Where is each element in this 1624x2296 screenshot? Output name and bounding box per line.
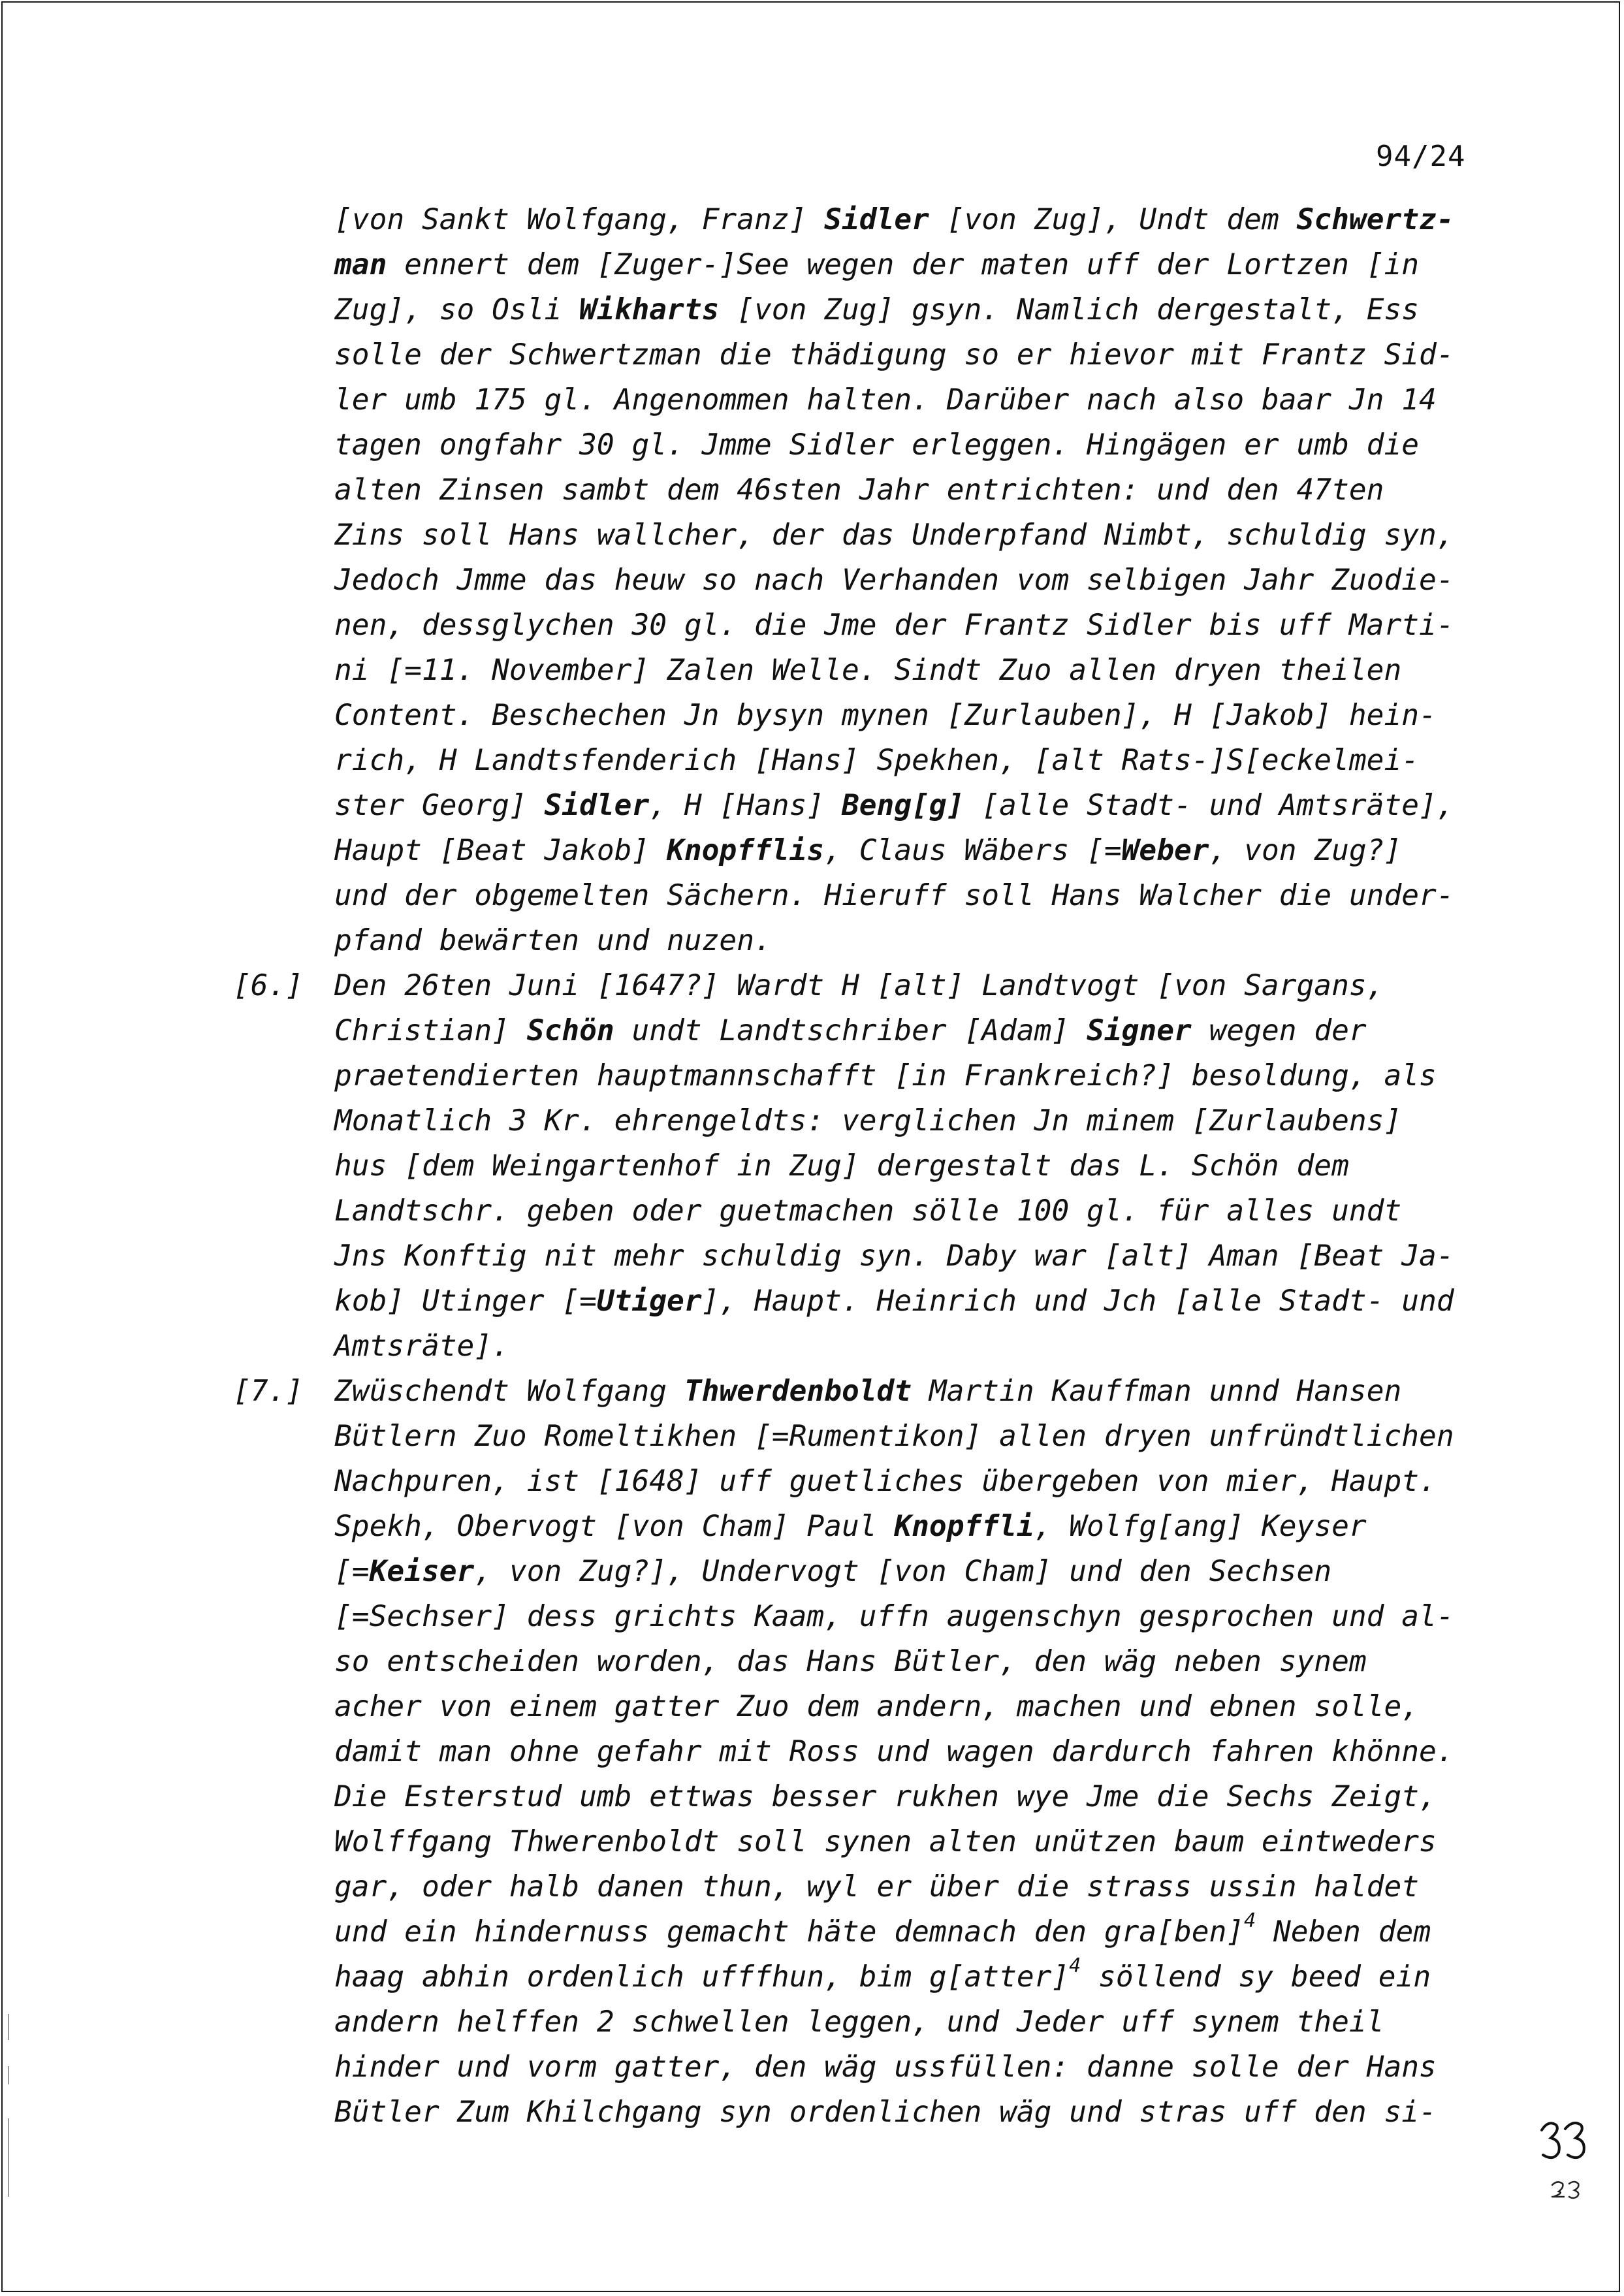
text-segment: ni [=11. November] Zalen Welle. Sindt Zuo allen dryen theilen <box>334 654 1402 687</box>
text-line <box>0 2045 1624 2090</box>
text-segment: Spekh, Obervogt [von Cham] Paul <box>334 1510 895 1543</box>
text-segment: undt Landtschriber [Adam] <box>614 1014 1087 1047</box>
text-line <box>0 873 1624 918</box>
line-text <box>334 1819 1437 1864</box>
text-segment: gar, oder halb danen thun, wyl er über die strass ussin haldet <box>334 1870 1420 1904</box>
text-line <box>0 1774 1624 1819</box>
text-segment: Monatlich 3 Kr. ehrengeldts: verglichen Jn minem [Zurlaubens] <box>334 1104 1402 1138</box>
text-segment: , Wolfg[ang] Keyser <box>1034 1510 1367 1543</box>
text-line <box>0 197 1624 242</box>
line-text <box>334 423 1419 468</box>
name-highlight: Signer <box>1087 1014 1192 1047</box>
text-line <box>0 783 1624 828</box>
line-text <box>334 287 1419 332</box>
text-line <box>0 1549 1624 1594</box>
text-segment: Den 26ten Juni [1647?] Wardt H [alt] Landtvogt [von Sargans, <box>334 969 1384 1002</box>
line-text <box>334 332 1454 377</box>
text-line <box>0 1098 1624 1143</box>
text-segment: damit man ohne gefahr mit Ross und wagen dardurch fahren khönne. <box>334 1735 1454 1768</box>
line-text <box>334 648 1401 693</box>
entry-number: [6.] <box>233 969 304 1002</box>
text-line <box>0 287 1624 332</box>
line-text <box>334 2045 1437 2090</box>
text-segment: haag abhin ordenlich ufffhun, bim g[atter] <box>334 1960 1070 1994</box>
text-segment: solle der Schwertzman die thädigung so er hievor mit Frantz Sid- <box>334 338 1454 372</box>
text-line <box>0 1594 1624 1639</box>
name-highlight: Schwertz- <box>1296 203 1454 236</box>
text-segment: Haupt [Beat Jakob] <box>334 834 667 867</box>
text-segment: Zins soll Hans wallcher, der das Underpfand Nimbt, schuldig syn, <box>334 518 1454 552</box>
name-highlight: Utiger <box>596 1284 702 1318</box>
text-line <box>0 332 1624 377</box>
text-segment: hus [dem Weingartenhof in Zug] dergestalt das L. Schön dem <box>334 1149 1349 1183</box>
text-segment: , von Zug?], Undervogt [von Cham] und den Sechsen <box>474 1555 1332 1588</box>
text-line <box>0 1188 1624 1234</box>
footnote-marker: 4 <box>1244 1909 1256 1933</box>
line-text <box>334 918 772 963</box>
text-line <box>0 1459 1624 1504</box>
text-segment: rich, H Landtsfenderich [Hans] Spekhen, [alt Rats-]S[eckelmei- <box>334 744 1420 777</box>
line-text <box>334 738 1419 783</box>
text-segment: Die Esterstud umb ettwas besser rukhen wye Jme die Sechs Zeigt, <box>334 1780 1437 1813</box>
line-text <box>334 1053 1437 1098</box>
text-segment: Zug], so Osli <box>334 293 580 327</box>
text-segment: [von Zug], Undt dem <box>929 203 1297 236</box>
text-line <box>0 1143 1624 1188</box>
text-line <box>0 1864 1624 1909</box>
line-text <box>334 1549 1331 1594</box>
text-segment: , Claus Wäbers [= <box>824 834 1122 867</box>
text-segment: Neben dem <box>1256 1915 1431 1949</box>
text-segment: Bütlern Zuo Romeltikhen [=Rumentikon] allen dryen unfründtlichen <box>334 1420 1454 1453</box>
line-text <box>334 1188 1401 1234</box>
name-highlight: Sidler <box>824 203 929 236</box>
line-text <box>334 828 1401 873</box>
line-text <box>334 377 1437 423</box>
text-segment: alten Zinsen sambt dem 46sten Jahr entrichten: und den 47ten <box>334 473 1384 507</box>
line-text <box>334 1909 1431 1954</box>
text-line <box>0 2000 1624 2045</box>
text-segment: Zwüschendt Wolfgang <box>334 1375 684 1408</box>
text-segment: tagen ongfahr 30 gl. Jmme Sidler erleggen. Hingägen er umb die <box>334 428 1420 462</box>
text-segment: pfand bewärten und nuzen. <box>334 924 772 957</box>
line-text <box>334 242 1419 287</box>
text-segment: ], Haupt. Heinrich und Jch [alle Stadt- und <box>701 1284 1454 1318</box>
text-segment: hinder und vorm gatter, den wäg ussfüllen: danne solle der Hans <box>334 2050 1437 2084</box>
text-line <box>0 918 1624 963</box>
text-line <box>0 468 1624 513</box>
text-segment: [von Zug] gsyn. Namlich dergestalt, Ess <box>719 293 1420 327</box>
name-highlight: Wikharts <box>579 293 720 327</box>
text-line <box>0 1684 1624 1729</box>
line-text <box>334 1954 1431 2000</box>
text-line <box>0 513 1624 558</box>
line-text <box>334 1143 1349 1188</box>
text-segment: andern helffen 2 schwellen leggen, und Jeder uff synem theil <box>334 2005 1384 2039</box>
text-line <box>0 693 1624 738</box>
line-text <box>334 2090 1437 2135</box>
text-segment: Jns Konftig nit mehr schuldig syn. Daby war [alt] Aman [Beat Ja- <box>334 1239 1454 1273</box>
text-segment: praetendierten hauptmannschafft [in Frankreich?] besoldung, als <box>334 1059 1437 1092</box>
text-segment: , von Zug?] <box>1209 834 1402 867</box>
text-segment: und ein hindernuss gemacht häte demnach den gra[ben] <box>334 1915 1245 1949</box>
name-highlight: man <box>334 248 387 281</box>
footnote-marker: 4 <box>1069 1954 1081 1978</box>
text-segment: Content. Beschechen Jn bysyn mynen [Zurlauben], H [Jakob] hein- <box>334 699 1437 732</box>
text-segment: Landtschr. geben oder guetmachen sölle 100 gl. für alles undt <box>334 1194 1402 1228</box>
text-line <box>0 1414 1624 1459</box>
text-segment: Jedoch Jmme das heuw so nach Verhanden vom selbigen Jahr Zuodie- <box>334 564 1454 597</box>
text-line <box>0 1053 1624 1098</box>
name-highlight: Beng[g] <box>841 789 964 822</box>
text-segment: [=Sechser] dess grichts Kaam, uffn augenschyn gesprochen und al- <box>334 1600 1454 1633</box>
line-text <box>334 603 1454 648</box>
text-segment: Bütler Zum Khilchgang syn ordenlichen wäg und stras uff den si- <box>334 2096 1437 2129</box>
line-text <box>334 197 1454 242</box>
text-segment: [= <box>334 1555 370 1588</box>
text-segment: [alle Stadt- und Amtsräte], <box>964 789 1454 822</box>
line-text <box>334 1234 1454 1279</box>
line-text <box>334 1639 1367 1684</box>
text-line <box>0 242 1624 287</box>
line-text <box>334 468 1384 513</box>
line-text <box>334 1864 1419 1909</box>
name-highlight: Schön <box>526 1014 614 1047</box>
line-text <box>334 558 1454 603</box>
line-text <box>334 1504 1367 1549</box>
line-text <box>334 1008 1367 1053</box>
text-segment: Martin Kauffman unnd Hansen <box>912 1375 1402 1408</box>
text-segment: söllend sy beed ein <box>1081 1960 1431 1994</box>
text-line <box>0 377 1624 423</box>
text-segment: , H [Hans] <box>649 789 842 822</box>
text-line <box>0 1504 1624 1549</box>
text-segment: acher von einem gatter Zuo dem andern, machen und ebnen solle, <box>334 1690 1420 1723</box>
text-line <box>0 2090 1624 2135</box>
page-number: 94/24 <box>1376 140 1466 173</box>
line-text <box>334 513 1454 558</box>
text-segment: Nachpuren, ist [1648] uff guetliches übergeben von mier, Haupt. <box>334 1465 1437 1498</box>
text-line <box>0 1369 1624 1414</box>
text-segment: Amtsräte]. <box>334 1330 509 1363</box>
line-text <box>334 873 1454 918</box>
text-segment: wegen der <box>1191 1014 1367 1047</box>
text-line <box>0 558 1624 603</box>
line-text <box>334 1324 509 1369</box>
entry-number: [7.] <box>233 1375 304 1408</box>
text-segment: ennert dem [Zuger-]See wegen der maten uff der Lortzen [in <box>387 248 1420 281</box>
text-segment: Wolffgang Thwerenboldt soll synen alten unützen baum eintweders <box>334 1825 1437 1858</box>
text-line <box>0 1819 1624 1864</box>
document-body <box>0 197 1624 2135</box>
text-line <box>0 1234 1624 1279</box>
text-segment: nen, dessglychen 30 gl. die Jme der Frantz Sidler bis uff Marti- <box>334 609 1454 642</box>
text-line <box>0 1279 1624 1324</box>
text-segment: so entscheiden worden, das Hans Bütler, den wäg neben synem <box>334 1645 1367 1678</box>
line-text <box>334 1459 1437 1504</box>
text-segment: kob] Utinger [= <box>334 1284 597 1318</box>
text-line <box>0 1324 1624 1369</box>
line-text <box>334 963 1384 1008</box>
name-highlight: Knopffli <box>894 1510 1034 1543</box>
name-highlight: Knopfflis <box>667 834 825 867</box>
text-line <box>0 1008 1624 1053</box>
line-text <box>334 1774 1437 1819</box>
text-line <box>0 1909 1624 1954</box>
line-text <box>334 783 1454 828</box>
text-segment: ster Georg] <box>334 789 545 822</box>
name-highlight: Keiser <box>369 1555 475 1588</box>
text-segment: [von Sankt Wolfgang, Franz] <box>334 203 825 236</box>
line-text <box>334 1594 1454 1639</box>
name-highlight: Thwerdenboldt <box>684 1375 912 1408</box>
text-segment: Christian] <box>334 1014 527 1047</box>
text-line <box>0 648 1624 693</box>
name-highlight: Sidler <box>544 789 650 822</box>
line-text <box>334 1729 1454 1774</box>
line-text <box>334 1684 1419 1729</box>
text-line <box>0 603 1624 648</box>
line-text <box>334 1098 1401 1143</box>
name-highlight: Weber <box>1121 834 1209 867</box>
text-segment: ler umb 175 gl. Angenommen halten. Darüber nach also baar Jn 14 <box>334 383 1437 417</box>
text-segment: und der obgemelten Sächern. Hieruff soll Hans Walcher die under- <box>334 879 1454 912</box>
handwritten-page-number <box>1538 2116 1590 2214</box>
text-line <box>0 738 1624 783</box>
text-line <box>0 423 1624 468</box>
text-line <box>0 963 1624 1008</box>
line-text <box>334 693 1437 738</box>
text-line <box>0 828 1624 873</box>
text-line <box>0 1954 1624 2000</box>
line-text <box>334 1279 1454 1324</box>
line-text <box>334 1369 1401 1414</box>
line-text <box>334 2000 1384 2045</box>
text-line <box>0 1639 1624 1684</box>
text-line <box>0 1729 1624 1774</box>
line-text <box>334 1414 1454 1459</box>
